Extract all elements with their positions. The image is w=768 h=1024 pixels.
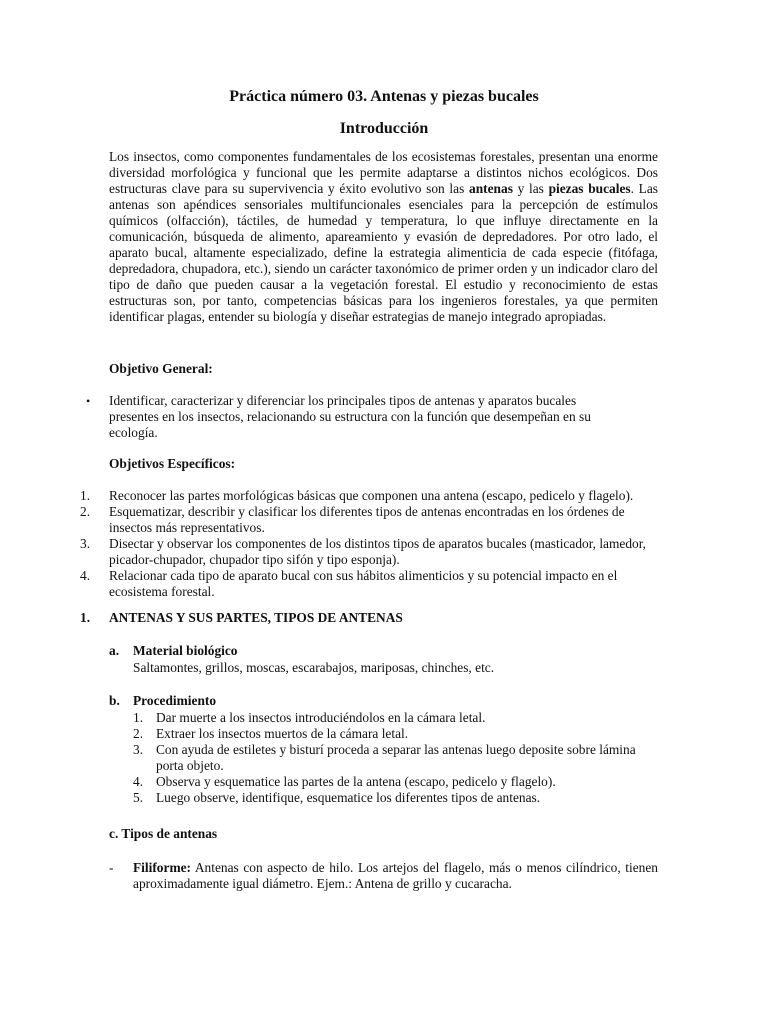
intro-text-2: y las <box>512 181 549 196</box>
introduction-paragraph <box>109 149 658 325</box>
list-text: Reconocer las partes morfológicas básicas que componen una antena (escapo, pedicelo y flagelo). <box>109 488 634 503</box>
list-number: 3. <box>133 742 144 757</box>
filiforme-label: Filiforme: <box>133 860 191 875</box>
intro-text-3: . Las antenas son apéndices sensoriales multifuncionales esenciales para la percepción de estímulos químicos (olfacción), táctiles, de humedad y temperatura, lo que influye directamente en la comunicación, búsqueda de alimento, apareamiento y evasión de depredadores. Por otro lado, el aparato bucal, altamente especializado, define la estrategia alimenticia de cada especie (fitófaga, depredadora, chupadora, etc.), siendo un carácter taxonómico de primer orden y un indicador claro del tipo de daño que pueden causar a la vegetación forestal. El estudio y reconocimiento de estas estructuras son, por tanto, competencias básicas para los ingenieros forestales, ya que permiten identificar plagas, entender su biología y diseñar estrategias de manejo integrado apropiadas. <box>109 181 658 324</box>
bullet-icon: • <box>86 394 91 408</box>
list-item <box>0 488 768 504</box>
list-number: 2. <box>133 726 144 741</box>
list-number: 4. <box>133 774 144 789</box>
list-item <box>0 504 768 536</box>
list-text: Esquematizar, describir y clasificar los diferentes tipos de antenas encontradas en los órdenes de insectos más representativos. <box>109 504 625 535</box>
list-number: 1. <box>133 710 144 725</box>
list-item <box>0 774 768 790</box>
list-number: 3. <box>80 536 91 551</box>
section-number: 1. <box>80 610 91 625</box>
material-heading: Material biológico <box>133 643 238 658</box>
list-item <box>0 536 768 568</box>
list-text: Relacionar cada tipo de aparato bucal con sus hábitos alimenticios y su potencial impacto en el ecosistema forestal. <box>109 568 618 599</box>
intro-text-1: Los insectos, como componentes fundamentales de los ecosistemas forestales, presentan una enorme diversidad morfológica y funcional que les permite adaptarse a distintos nichos ecológicos. Dos estructuras clave para su supervivencia y éxito evolutivo son las <box>109 149 658 196</box>
list-item <box>0 742 768 774</box>
list-item <box>0 790 768 806</box>
intro-bold-piezas: piezas bucales <box>548 181 631 196</box>
introduction-heading: Introducción <box>339 120 429 137</box>
list-number: 2. <box>80 504 91 519</box>
filiforme-text: Antenas con aspecto de hilo. Los artejos del flagelo, más o menos cilíndrico, tienen aproximadamente igual diámetro. Ejem.: Antena de grillo y cucaracha. <box>133 860 658 891</box>
dash-marker: - <box>109 860 114 875</box>
list-text: Extraer los insectos muertos de la cámara letal. <box>156 726 409 741</box>
list-item <box>0 568 768 600</box>
section-title: ANTENAS Y SUS PARTES, TIPOS DE ANTENAS <box>109 610 403 625</box>
list-number: 4. <box>80 568 91 583</box>
specific-objectives-heading: Objetivos Específicos: <box>109 456 236 471</box>
list-text: Disectar y observar los componentes de los distintos tipos de aparatos bucales (masticador, lamedor, picador-chupador, chupador tipo sifón y tipo esponja). <box>109 536 647 567</box>
list-item <box>0 726 768 742</box>
filiforme-paragraph <box>133 860 658 892</box>
specific-objectives-list <box>0 488 768 600</box>
list-number: 5. <box>133 790 144 805</box>
page-title: Práctica número 03. Antenas y piezas bucales <box>229 88 539 105</box>
list-text: Luego observe, identifique, esquematice los diferentes tipos de antenas. <box>156 790 541 805</box>
material-text: Saltamontes, grillos, moscas, escarabajos, mariposas, chinches, etc. <box>133 660 495 675</box>
general-objective-text: Identificar, caracterizar y diferenciar los principales tipos de antenas y aparatos bucales presentes en los insectos, relacionando su estructura con la función que desempeñan en su ecología. <box>109 393 591 440</box>
list-item <box>0 710 768 726</box>
procedure-letter: b. <box>109 693 120 708</box>
list-text: Con ayuda de estiletes y bisturí proceda a separar las antenas luego deposite sobre lámina porta objeto. <box>156 742 636 773</box>
list-text: Observa y esquematice las partes de la antena (escapo, pedicelo y flagelo). <box>156 774 556 789</box>
intro-bold-antenas: antenas <box>469 181 513 196</box>
antenna-types-heading: c. Tipos de antenas <box>109 826 218 841</box>
general-objective-heading: Objetivo General: <box>109 361 213 376</box>
procedure-steps-list <box>0 710 768 806</box>
list-text: Dar muerte a los insectos introduciéndolos en la cámara letal. <box>156 710 486 725</box>
list-number: 1. <box>80 488 91 503</box>
procedure-heading: Procedimiento <box>133 693 217 708</box>
material-letter: a. <box>109 643 120 658</box>
